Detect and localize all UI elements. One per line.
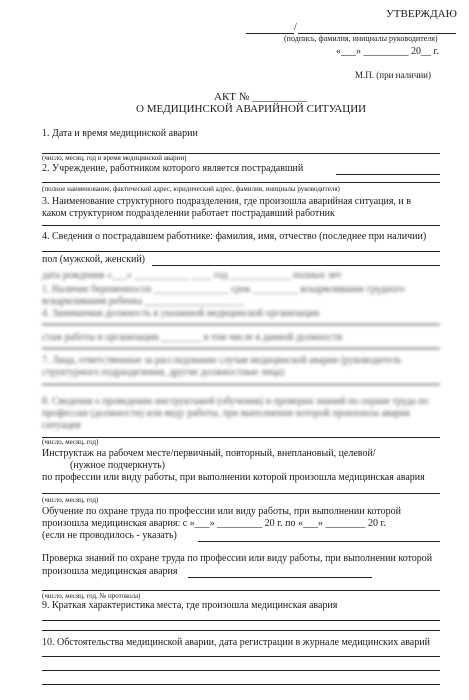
signature-caption: (подпись, фамилия, инициалы руководителя) [284,34,438,43]
item-2-label: 2. Учреждение, работником которого является пострадавший [42,163,304,174]
signature-slash: / [294,22,297,33]
item-4-line [42,251,440,252]
blurred-responsible-1: 7. Лица, ответственные за расследование случая медицинской аварии (руководитель [42,355,402,366]
blurred-line-2 [42,348,440,349]
instruction-line [42,493,440,494]
check-line-2: произошла медицинская авария [42,566,178,577]
underline-note: (нужное подчеркнуть) [70,460,165,471]
approve-label: УТВЕРЖДАЮ [386,8,457,20]
item-10-line-2 [42,670,440,671]
training-line [198,541,440,542]
blurred-position: 4. Занимаемая должность в указанной медицинской организации [42,308,320,319]
item-2-caption: (полное наименование, фактический адрес, юридический адрес, фамилия, инициалы руководителя) [42,185,340,193]
instruction-profession: по профессии или виду работы, при выполнении которой произошла медицинская авария [42,472,425,483]
check-line-1: Проверка знаний по охране труда по профессии или виду работы, при выполнении которой [42,553,433,564]
blurred-experience: стаж работы в организации ________ в том числе в данной должности [42,332,343,343]
blurred-training-2: профессии (должности) или виду работы, при выполнении которой произошла авария [42,408,410,419]
item-9-label: 9. Краткая характеристика места, где произошла медицинская авария [42,600,338,611]
training-line-1: Обучение по охране труда по профессии или виду работы, при выполнении которой [42,506,401,517]
instruction-date-line [42,437,440,438]
item-3-line [42,225,440,226]
date-caption-2: (число, месяц, год) [42,496,99,504]
blurred-training-3: ситуация [42,420,81,431]
item-10-label: 10. Обстоятельства медицинской аварии, дата регистрации в журнале медицинских аварий [42,637,430,648]
item-9-line-1 [42,620,440,621]
item-10-line-3 [42,684,440,685]
protocol-caption: (число, месяц, год, № протокола) [42,592,141,600]
sex-line [152,265,440,266]
check-protocol-line [42,590,440,591]
item-9-line-2 [42,630,440,631]
instruction-types: Инструктаж на рабочем месте/первичный, повторный, внеплановый, целевой/ [42,448,376,459]
blurred-line-1 [42,324,440,325]
act-number: АКТ № __________ [214,91,307,103]
check-line [188,577,372,578]
date-caption-1: (число, месяц, год) [42,438,99,446]
training-line-3: (если не проводилось - указать) [42,530,177,541]
act-subtitle: О МЕДИЦИНСКОЙ АВАРИЙНОЙ СИТУАЦИИ [136,103,367,115]
item-1-label: 1. Дата и время медицинской аварии [42,128,198,139]
blurred-training-1: 8. Сведения о проведении инструктажей (обучения) и проверки знаний по охране труда по [42,396,429,407]
item-3-label-line-2: каком структурном подразделении работает пострадавший работник [42,208,335,219]
blurred-responsible-2: структурного подразделения, другие должностные лица) [42,367,285,378]
blurred-pregnancy: 1. Наличие беременности _______________ срок _________ вскармливание грудного [42,284,405,295]
training-line-2: произошла медицинская авария: с «___» _________ 20 г. по «___» ________ 20 г. [42,518,386,529]
item-1-caption: (число, месяц, год и время медицинской аварии) [42,154,187,162]
item-2-inline-line [336,174,440,175]
blurred-birthdate: дата рождения «___» ___________ ____ год ____________ полных лет [42,270,342,281]
item-4-label: 4. Сведения о пострадавшем работнике: фамилия, имя, отчество (последнее при наличии) [42,231,427,242]
approval-date: «___» _________ 20__ г. [336,46,439,57]
stamp-label: М.П. (при наличии) [355,70,431,80]
item-3-label-line-1: 3. Наименование структурного подразделения, где произошла аварийная ситуация, и в [42,196,412,207]
sex-label: пол (мужской, женский) [42,254,146,265]
item-2-line [42,182,440,183]
blurred-breastfeeding: вскармливания ребенка ____________________ [42,296,245,307]
item-10-line-1 [42,656,440,657]
blurred-line-3 [42,384,440,385]
